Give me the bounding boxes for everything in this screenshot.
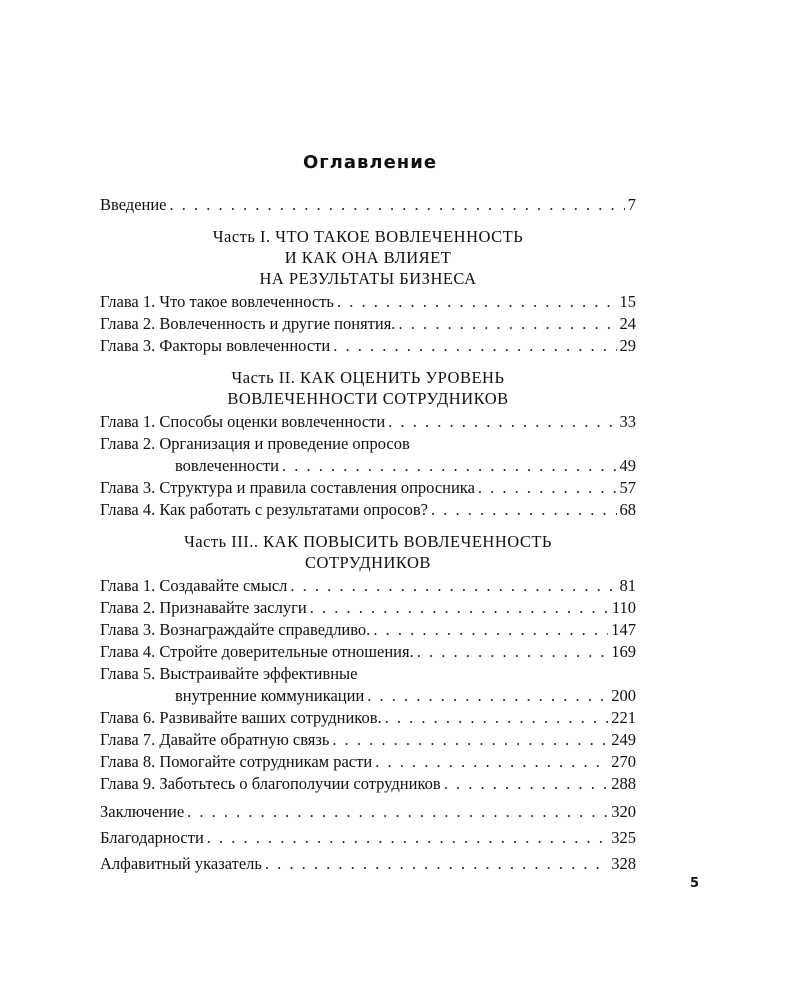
part-heading-line: Часть I. ЧТО ТАКОЕ ВОВЛЕЧЕННОСТЬ [212, 227, 524, 246]
chapter-prefix: Глава 8. [100, 752, 156, 771]
chapter-prefix: Глава 2. [100, 598, 156, 617]
toc-entry-chapter[interactable] [100, 411, 636, 433]
chapter-prefix: Глава 1. [100, 576, 156, 595]
entry-page: 270 [611, 752, 636, 771]
toc-entry-chapter[interactable] [100, 751, 636, 773]
chapter-prefix: Глава 5. [100, 664, 156, 683]
toc-entry-chapter[interactable] [100, 707, 636, 729]
entry-page: 328 [611, 854, 636, 873]
chapter-prefix: Глава 1. [100, 412, 156, 431]
entry-label: Заключение [100, 802, 185, 821]
dot-leader [337, 291, 617, 313]
entry-page: 320 [611, 802, 636, 821]
dot-leader [444, 773, 609, 795]
chapter-prefix: Глава 3. [100, 478, 156, 497]
entry-page: 24 [619, 314, 636, 333]
entry-page: 221 [611, 708, 636, 727]
entry-label: Факторы вовлеченности [159, 336, 331, 355]
toc-entry-chapter[interactable] [100, 575, 636, 597]
entry-page: 68 [619, 500, 636, 519]
chapter-prefix: Глава 4. [100, 500, 156, 519]
dot-leader [478, 477, 617, 499]
part-heading-line: ВОВЛЕЧЕННОСТИ СОТРУДНИКОВ [227, 389, 509, 408]
dot-leader [398, 313, 616, 335]
toc-entry-conclusion[interactable] [100, 801, 636, 823]
dot-leader [431, 499, 617, 521]
toc-entry-chapter[interactable] [100, 433, 636, 477]
part-heading-line: Часть III.. КАК ПОВЫСИТЬ ВОВЛЕЧЕННОСТЬ [184, 532, 552, 551]
part-heading-line: СОТРУДНИКОВ [305, 553, 431, 572]
entry-label: Введение [100, 195, 167, 214]
chapter-prefix: Глава 2. [100, 434, 156, 453]
entry-label: Благодарности [100, 828, 204, 847]
dot-leader [282, 455, 617, 477]
entry-page: 81 [619, 576, 636, 595]
entry-label: Алфавитный указатель [100, 854, 262, 873]
entry-label: Как работать с результатами опросов? [159, 500, 428, 519]
entry-label: Вознаграждайте справедливо. [159, 620, 371, 639]
entry-page: 33 [619, 412, 636, 431]
dot-leader [385, 707, 609, 729]
toc-entry-chapter[interactable] [100, 335, 636, 357]
part-heading-line: И КАК ОНА ВЛИЯЕТ [284, 248, 452, 267]
dot-leader [367, 685, 608, 707]
entry-page: 147 [611, 620, 636, 639]
entry-page: 169 [611, 642, 636, 661]
chapter-prefix: Глава 4. [100, 642, 156, 661]
entry-page: 15 [619, 292, 636, 311]
chapter-prefix: Глава 9. [100, 774, 156, 793]
toc-entry-chapter[interactable] [100, 619, 636, 641]
toc-entry-chapter[interactable] [100, 729, 636, 751]
table-of-contents [100, 194, 636, 879]
chapter-prefix: Глава 3. [100, 620, 156, 639]
chapter-prefix: Глава 6. [100, 708, 156, 727]
toc-entry-chapter[interactable] [100, 597, 636, 619]
entry-label-continued: внутренние коммуникации [175, 686, 365, 705]
entry-label: Заботьтесь о благополучии сотрудников [159, 774, 441, 793]
dot-leader [290, 575, 616, 597]
entry-label: Стройте доверительные отношения. [159, 642, 414, 661]
entry-page: 49 [619, 456, 636, 475]
entry-label: Помогайте сотрудникам расти [159, 752, 373, 771]
page-number: 5 [690, 876, 700, 891]
chapter-prefix: Глава 7. [100, 730, 156, 749]
entry-page: 7 [627, 195, 636, 214]
dot-leader [310, 597, 609, 619]
part-heading-line: НА РЕЗУЛЬТАТЫ БИЗНЕСА [259, 269, 477, 288]
entry-label: Структура и правила составления опросника [159, 478, 475, 497]
toc-title: Оглавление [302, 152, 438, 173]
dot-leader [207, 827, 608, 849]
entry-page: 57 [619, 478, 636, 497]
chapter-prefix: Глава 1. [100, 292, 156, 311]
entry-label: Давайте обратную связь [159, 730, 330, 749]
entry-label: Создавайте смысл [159, 576, 288, 595]
dot-leader [187, 801, 608, 823]
toc-entry-chapter[interactable] [100, 499, 636, 521]
entry-label: Вовлеченность и другие понятия. [159, 314, 396, 333]
entry-label: Выстраивайте эффективные [159, 664, 358, 683]
entry-page: 249 [611, 730, 636, 749]
dot-leader [375, 751, 608, 773]
entry-page: 29 [619, 336, 636, 355]
part-heading-line: Часть II. КАК ОЦЕНИТЬ УРОВЕНЬ [231, 368, 505, 387]
part-3-heading [100, 531, 636, 573]
toc-entry-acknowledgements[interactable] [100, 827, 636, 849]
dot-leader [332, 729, 608, 751]
entry-label: Признавайте заслуги [159, 598, 307, 617]
toc-entry-chapter[interactable] [100, 663, 636, 707]
entry-label-continued: вовлеченности [175, 456, 279, 475]
chapter-prefix: Глава 2. [100, 314, 156, 333]
toc-back-matter [100, 801, 636, 875]
toc-entry-chapter[interactable] [100, 773, 636, 795]
part-2-heading [100, 367, 636, 409]
toc-entry-chapter[interactable] [100, 477, 636, 499]
entry-label: Организация и проведение опросов [159, 434, 410, 453]
entry-page: 110 [611, 598, 636, 617]
entry-page: 288 [611, 774, 636, 793]
dot-leader [388, 411, 616, 433]
entry-page: 325 [611, 828, 636, 847]
dot-leader [170, 194, 625, 216]
dot-leader [417, 641, 609, 663]
toc-entry-intro[interactable] [100, 194, 636, 216]
dot-leader [333, 335, 616, 357]
dot-leader [265, 853, 608, 875]
dot-leader [373, 619, 608, 641]
entry-label: Способы оценки вовлеченности [159, 412, 386, 431]
entry-page: 200 [611, 686, 636, 705]
toc-entry-index[interactable] [100, 853, 636, 875]
part-1-heading [100, 226, 636, 289]
toc-entry-chapter[interactable] [100, 641, 636, 663]
chapter-prefix: Глава 3. [100, 336, 156, 355]
toc-entry-chapter[interactable] [100, 291, 636, 313]
entry-label: Развивайте ваших сотрудников. [159, 708, 382, 727]
entry-label: Что такое вовлеченность [159, 292, 334, 311]
toc-entry-chapter[interactable] [100, 313, 636, 335]
